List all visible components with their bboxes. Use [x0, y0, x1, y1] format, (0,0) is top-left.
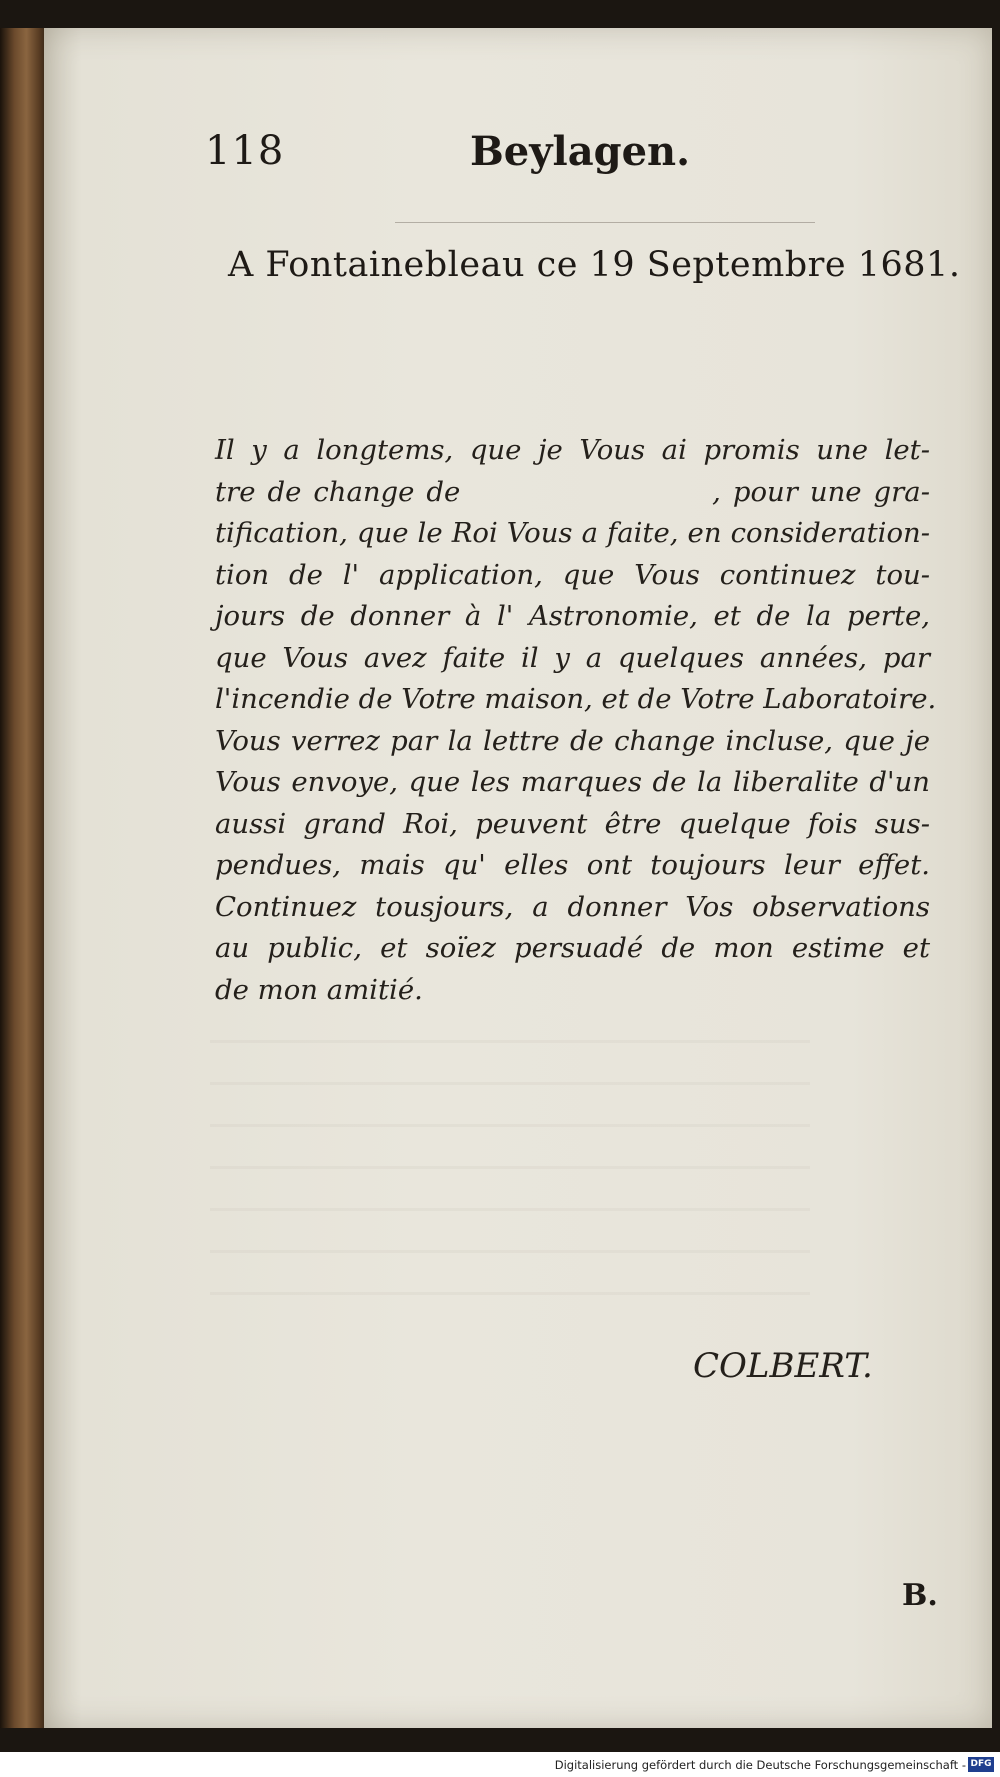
letter-line: aussi grand Roi, peuvent être quelque fois sus- — [215, 807, 930, 840]
letter-line: de mon amitié. — [215, 973, 423, 1006]
bleed-through-texture — [210, 1040, 810, 1300]
catchword: B. — [902, 1578, 938, 1613]
footer-credit: Digitalisierung gefördert durch die Deutsche Forschungsgemeinschaft - — [554, 1758, 966, 1772]
running-head: Beylagen. — [470, 128, 691, 175]
book-spine — [0, 28, 48, 1728]
letter-line: tre de change de , pour une gra- — [215, 475, 930, 508]
footer-bar — [0, 1752, 1000, 1777]
page-number: 118 — [205, 128, 285, 174]
letter-line: tification, que le Roi Vous a faite, en consideration- — [215, 517, 930, 549]
dfg-logo-icon: DFG — [968, 1757, 994, 1772]
letter-line: jours de donner à l' Astronomie, et de la perte, — [215, 600, 930, 632]
letter-line: pendues, mais qu' elles ont toujours leur effet. — [215, 849, 930, 881]
dateline: A Fontainebleau ce 19 Septembre 1681. — [228, 245, 961, 285]
header-rule — [395, 222, 815, 223]
signature: COLBERT. — [693, 1346, 873, 1386]
letter-line: Il y a longtems, que je Vous ai promis une let- — [215, 434, 930, 466]
letter-line: tion de l' application, que Vous continuez tou- — [215, 558, 930, 591]
letter-line: Continuez tousjours, a donner Vos observations — [215, 890, 930, 923]
letter-line: Vous envoye, que les marques de la liberalite d'un — [215, 766, 930, 798]
letter-line: Vous verrez par la lettre de change incluse, que je — [215, 724, 930, 757]
letter-line: au public, et soïez persuadé de mon estime et — [215, 932, 930, 964]
letter-body — [215, 430, 937, 1011]
letter-line: que Vous avez faite il y a quelques années, par — [215, 641, 930, 674]
letter-line: l'incendie de Votre maison, et de Votre Laboratoire. — [215, 683, 937, 715]
